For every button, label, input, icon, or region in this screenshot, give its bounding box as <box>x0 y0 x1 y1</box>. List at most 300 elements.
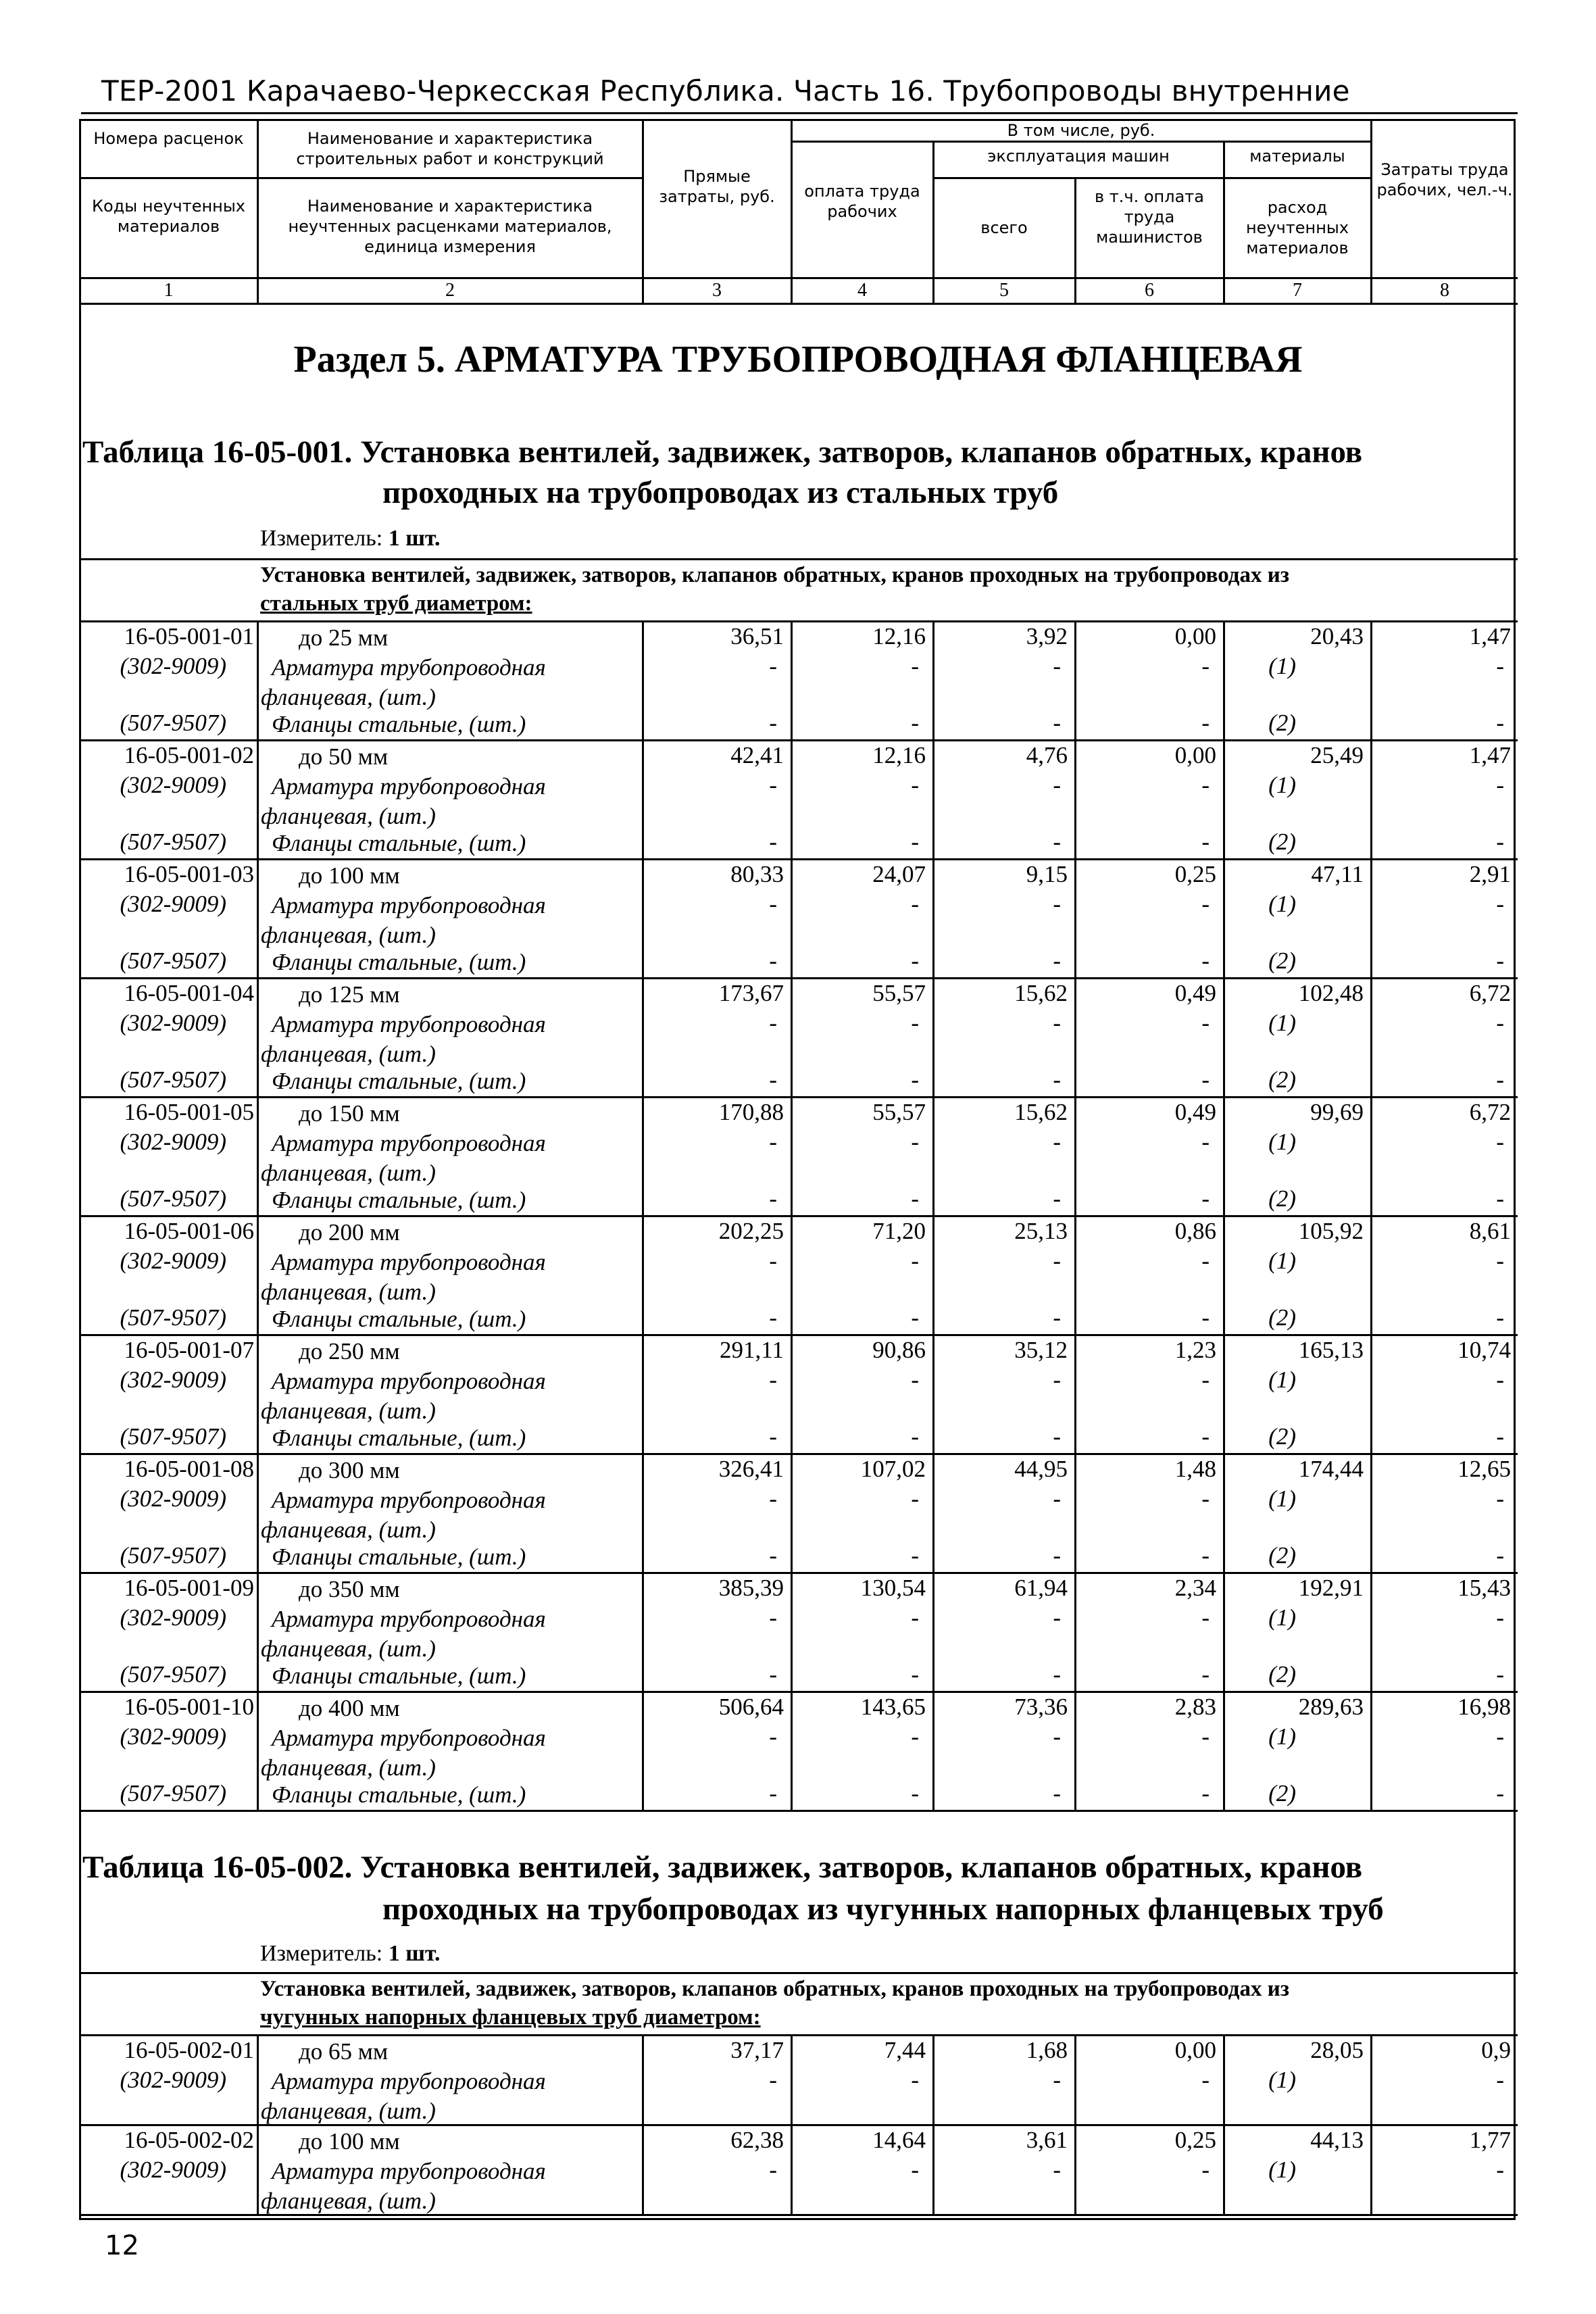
rate-value: 165,13 <box>1298 1337 1364 1363</box>
material-code: (302-9009) <box>120 1485 226 1512</box>
rate-value: 4,76 <box>1026 742 1068 768</box>
rate-value: 6,72 <box>1469 980 1511 1006</box>
column-number: 6 <box>1145 280 1154 301</box>
empty-value-dash: - <box>1201 710 1210 736</box>
empty-value-dash: - <box>1201 1604 1210 1631</box>
empty-value-dash: - <box>911 1661 919 1688</box>
empty-value-dash: - <box>1053 1780 1061 1806</box>
empty-value-dash: - <box>1201 653 1210 679</box>
material-name: фланцевая, (шт.) <box>261 1041 436 1067</box>
table2-top-rule <box>79 1972 1518 1974</box>
measure-label: Измеритель: <box>260 1941 383 1966</box>
empty-value-dash: - <box>769 1485 777 1512</box>
empty-value-dash: - <box>911 1066 919 1093</box>
rate-value: 9,15 <box>1026 861 1068 887</box>
material-name: фланцевая, (шт.) <box>261 2188 436 2214</box>
rate-value: 3,61 <box>1026 2127 1068 2153</box>
material-name: Фланцы стальные, (шт.) <box>272 1068 526 1094</box>
rate-value: 0,25 <box>1174 2127 1216 2153</box>
measure-value: 1 шт. <box>388 1941 441 1966</box>
material-quantity: (1) <box>1268 653 1296 679</box>
material-name: Фланцы стальные, (шт.) <box>272 1425 526 1451</box>
rate-value: 62,38 <box>730 2127 784 2153</box>
rate-name: до 400 мм <box>299 1695 400 1721</box>
material-quantity: (1) <box>1268 2067 1296 2093</box>
empty-value-dash: - <box>911 772 919 798</box>
rate-value: 1,23 <box>1174 1337 1216 1363</box>
empty-value-dash: - <box>769 772 777 798</box>
rate-value: 1,68 <box>1026 2037 1068 2063</box>
rate-code: 16-05-001-10 <box>124 1694 254 1720</box>
material-code: (507-9507) <box>120 710 226 736</box>
rate-value: 47,11 <box>1311 861 1364 887</box>
empty-value-dash: - <box>911 829 919 855</box>
material-code: (302-9009) <box>120 2067 226 2093</box>
empty-value-dash: - <box>769 947 777 974</box>
empty-value-dash: - <box>1496 1723 1504 1750</box>
material-code: (507-9507) <box>120 947 226 974</box>
material-name: Арматура трубопроводная <box>272 1130 546 1156</box>
material-quantity: (2) <box>1268 1661 1296 1688</box>
rate-code: 16-05-002-02 <box>124 2127 254 2153</box>
material-name: Фланцы стальные, (шт.) <box>272 949 526 975</box>
material-code: (302-9009) <box>120 1248 226 1274</box>
material-name: фланцевая, (шт.) <box>261 1160 436 1186</box>
column-number: 2 <box>445 280 455 301</box>
empty-value-dash: - <box>1053 891 1061 917</box>
empty-value-dash: - <box>1496 710 1504 736</box>
empty-value-dash: - <box>769 1604 777 1631</box>
material-name: Арматура трубопроводная <box>272 1725 546 1751</box>
material-code: (302-9009) <box>120 891 226 917</box>
header-divider <box>791 141 1370 143</box>
rate-value: 12,65 <box>1457 1456 1511 1482</box>
empty-value-dash: - <box>1053 829 1061 855</box>
rate-value: 71,20 <box>872 1218 926 1244</box>
material-code: (507-9507) <box>120 1066 226 1093</box>
material-name: фланцевая, (шт.) <box>261 1635 436 1662</box>
empty-value-dash: - <box>1496 1066 1504 1093</box>
rate-value: 1,47 <box>1469 742 1511 768</box>
column-divider <box>1370 119 1372 303</box>
material-code: (507-9507) <box>120 1423 226 1450</box>
material-quantity: (1) <box>1268 1485 1296 1512</box>
empty-value-dash: - <box>1496 653 1504 679</box>
rate-value: 130,54 <box>860 1575 926 1601</box>
header-divider <box>79 277 1518 279</box>
rate-value: 173,67 <box>718 980 784 1006</box>
empty-value-dash: - <box>1201 829 1210 855</box>
rate-value: 0,00 <box>1174 742 1216 768</box>
rate-code: 16-05-001-01 <box>124 623 254 649</box>
rate-value: 170,88 <box>718 1099 784 1125</box>
rate-value: 506,64 <box>718 1694 784 1720</box>
rate-name: до 25 мм <box>299 624 389 651</box>
empty-value-dash: - <box>1053 947 1061 974</box>
empty-value-dash: - <box>769 829 777 855</box>
empty-value-dash: - <box>1496 1129 1504 1155</box>
material-name: фланцевая, (шт.) <box>261 803 436 829</box>
empty-value-dash: - <box>1201 1661 1210 1688</box>
rate-value: 10,74 <box>1457 1337 1511 1363</box>
rate-value: 42,41 <box>730 742 784 768</box>
rate-value: 0,00 <box>1174 2037 1216 2063</box>
rate-value: 25,49 <box>1310 742 1364 768</box>
rate-value: 105,92 <box>1298 1218 1364 1244</box>
empty-value-dash: - <box>1496 947 1504 974</box>
column-number: 5 <box>999 280 1009 301</box>
rate-value: 73,36 <box>1014 1694 1068 1720</box>
page-number: 12 <box>105 2230 139 2261</box>
material-quantity: (1) <box>1268 1010 1296 1036</box>
rate-value: 0,9 <box>1481 2037 1511 2063</box>
rate-value: 12,16 <box>872 742 926 768</box>
rate-value: 107,02 <box>860 1456 926 1482</box>
material-code: (507-9507) <box>120 1304 226 1331</box>
empty-value-dash: - <box>1053 1542 1061 1569</box>
rate-value: 0,49 <box>1174 1099 1216 1125</box>
material-quantity: (2) <box>1268 1304 1296 1331</box>
col5-heading: всего <box>980 218 1028 237</box>
empty-value-dash: - <box>1496 1780 1504 1806</box>
rate-name: до 100 мм <box>299 2128 400 2155</box>
empty-value-dash: - <box>769 653 777 679</box>
empty-value-dash: - <box>1201 772 1210 798</box>
empty-value-dash: - <box>1201 1248 1210 1274</box>
rate-value: 90,86 <box>872 1337 926 1363</box>
empty-value-dash: - <box>1201 1066 1210 1093</box>
rate-code: 16-05-001-04 <box>124 980 254 1006</box>
empty-value-dash: - <box>1201 1780 1210 1806</box>
material-name: Арматура трубопроводная <box>272 773 546 799</box>
empty-value-dash: - <box>769 1304 777 1331</box>
column-divider <box>791 119 793 303</box>
column-divider <box>642 119 644 303</box>
rate-value: 35,12 <box>1014 1337 1068 1363</box>
empty-value-dash: - <box>1496 1185 1504 1212</box>
material-name: Фланцы стальные, (шт.) <box>272 1781 526 1808</box>
rate-value: 326,41 <box>718 1456 784 1482</box>
empty-value-dash: - <box>1496 1304 1504 1331</box>
empty-value-dash: - <box>1496 829 1504 855</box>
material-name: фланцевая, (шт.) <box>261 2098 436 2124</box>
empty-value-dash: - <box>769 1129 777 1155</box>
empty-value-dash: - <box>911 1304 919 1331</box>
row-divider <box>79 858 1518 860</box>
empty-value-dash: - <box>769 1780 777 1806</box>
empty-value-dash: - <box>1201 1185 1210 1212</box>
empty-value-dash: - <box>1496 2157 1504 2183</box>
table2-measure <box>260 1941 441 1967</box>
empty-value-dash: - <box>769 1066 777 1093</box>
rate-value: 61,94 <box>1014 1575 1068 1601</box>
measure-value: 1 шт. <box>388 526 441 551</box>
empty-value-dash: - <box>1053 710 1061 736</box>
including-group-heading: В том числе, руб. <box>1007 121 1155 140</box>
material-name: Фланцы стальные, (шт.) <box>272 830 526 856</box>
empty-value-dash: - <box>1201 2067 1210 2093</box>
rate-value: 143,65 <box>860 1694 926 1720</box>
material-name: Арматура трубопроводная <box>272 892 546 918</box>
empty-value-dash: - <box>1496 1423 1504 1450</box>
empty-value-dash: - <box>911 710 919 736</box>
rate-value: 174,44 <box>1298 1456 1364 1482</box>
rate-value: 2,91 <box>1469 861 1511 887</box>
col8-heading: Затраты труда рабочих, чел.-ч. <box>1376 160 1513 199</box>
rate-value: 8,61 <box>1469 1218 1511 1244</box>
material-name: Фланцы стальные, (шт.) <box>272 1306 526 1332</box>
rate-value: 6,72 <box>1469 1099 1511 1125</box>
empty-value-dash: - <box>1053 1304 1061 1331</box>
empty-value-dash: - <box>1201 1485 1210 1512</box>
empty-value-dash: - <box>911 1780 919 1806</box>
empty-value-dash: - <box>1201 1723 1210 1750</box>
rate-value: 0,49 <box>1174 980 1216 1006</box>
row-divider <box>79 1334 1518 1336</box>
empty-value-dash: - <box>1201 891 1210 917</box>
empty-value-dash: - <box>1053 1010 1061 1036</box>
rate-name: до 150 мм <box>299 1100 400 1127</box>
material-quantity: (2) <box>1268 710 1296 736</box>
rate-value: 3,92 <box>1026 623 1068 649</box>
rate-code: 16-05-001-08 <box>124 1456 254 1482</box>
empty-value-dash: - <box>1053 772 1061 798</box>
empty-value-dash: - <box>769 891 777 917</box>
header-divider <box>79 303 1518 305</box>
column-number: 1 <box>164 280 174 301</box>
material-name: Арматура трубопроводная <box>272 1011 546 1037</box>
col6-heading: в т.ч. оплата труда машинистов <box>1095 187 1204 247</box>
table2-title-line1: Таблица 16-05-002. Установка вентилей, задвижек, затворов, клапанов обратных, кранов <box>82 1850 1363 1885</box>
empty-value-dash: - <box>769 1010 777 1036</box>
table1-title-line1: Таблица 16-05-001. Установка вентилей, задвижек, затворов, клапанов обратных, кранов <box>82 435 1363 470</box>
table1-title-line2: проходных на трубопроводах из стальных труб <box>382 475 1059 510</box>
material-name: Арматура трубопроводная <box>272 2068 546 2094</box>
empty-value-dash: - <box>1053 1723 1061 1750</box>
material-quantity: (1) <box>1268 1604 1296 1631</box>
material-quantity: (2) <box>1268 1185 1296 1212</box>
rate-value: 202,25 <box>718 1218 784 1244</box>
rate-value: 24,07 <box>872 861 926 887</box>
material-code: (302-9009) <box>120 1010 226 1036</box>
row-divider <box>79 620 1518 622</box>
col1-bottom-heading: Коды неучтенных материалов <box>91 197 245 236</box>
empty-value-dash: - <box>1053 1248 1061 1274</box>
rate-value: 0,00 <box>1174 623 1216 649</box>
rate-value: 37,17 <box>730 2037 784 2063</box>
material-code: (302-9009) <box>120 2157 226 2183</box>
group-line: Установка вентилей, задвижек, затворов, клапанов обратных, кранов проходных на трубопроводах из <box>260 1977 1289 2001</box>
rate-name: до 50 мм <box>299 743 389 770</box>
rate-name: до 65 мм <box>299 2038 389 2065</box>
table-bottom-rule <box>79 1810 1518 1812</box>
rate-value: 99,69 <box>1310 1099 1364 1125</box>
material-name: фланцевая, (шт.) <box>261 922 436 948</box>
material-name: Арматура трубопроводная <box>272 1487 546 1513</box>
empty-value-dash: - <box>1053 2157 1061 2183</box>
material-code: (302-9009) <box>120 653 226 679</box>
empty-value-dash: - <box>1201 1542 1210 1569</box>
empty-value-dash: - <box>1053 1604 1061 1631</box>
empty-value-dash: - <box>911 2067 919 2093</box>
rate-code: 16-05-002-01 <box>124 2037 254 2063</box>
material-code: (507-9507) <box>120 829 226 855</box>
material-name: фланцевая, (шт.) <box>261 684 436 710</box>
empty-value-dash: - <box>1201 1129 1210 1155</box>
empty-value-dash: - <box>911 1604 919 1631</box>
material-quantity: (1) <box>1268 1723 1296 1750</box>
empty-value-dash: - <box>1053 1661 1061 1688</box>
column-number: 4 <box>857 280 867 301</box>
machines-group-heading: эксплуатация машин <box>987 147 1170 166</box>
rate-value: 44,13 <box>1310 2127 1364 2153</box>
rate-value: 44,95 <box>1014 1456 1068 1482</box>
table1-top-rule <box>79 558 1518 560</box>
empty-value-dash: - <box>1496 1485 1504 1512</box>
rate-code: 16-05-001-07 <box>124 1337 254 1363</box>
empty-value-dash: - <box>911 1542 919 1569</box>
empty-value-dash: - <box>911 1723 919 1750</box>
table1-group-heading <box>260 561 1510 618</box>
rate-value: 1,77 <box>1469 2127 1511 2153</box>
rate-code: 16-05-001-06 <box>124 1218 254 1244</box>
rate-value: 15,62 <box>1014 980 1068 1006</box>
row-divider <box>79 1691 1518 1693</box>
materials-group-heading: материалы <box>1249 147 1345 166</box>
empty-value-dash: - <box>769 1661 777 1688</box>
rate-value: 80,33 <box>730 861 784 887</box>
rate-value: 102,48 <box>1298 980 1364 1006</box>
material-quantity: (1) <box>1268 1129 1296 1155</box>
rate-value: 12,16 <box>872 623 926 649</box>
measure-label: Измеритель: <box>260 526 383 551</box>
row-divider <box>79 1572 1518 1574</box>
material-quantity: (1) <box>1268 1248 1296 1274</box>
table2-title-line2: проходных на трубопроводах из чугунных напорных фланцевых труб <box>382 1892 1384 1927</box>
empty-value-dash: - <box>1053 1367 1061 1393</box>
rate-value: 2,83 <box>1174 1694 1216 1720</box>
rate-name: до 300 мм <box>299 1457 400 1483</box>
material-code: (507-9507) <box>120 1780 226 1806</box>
rate-code: 16-05-001-05 <box>124 1099 254 1125</box>
empty-value-dash: - <box>911 947 919 974</box>
material-code: (507-9507) <box>120 1542 226 1569</box>
empty-value-dash: - <box>911 2157 919 2183</box>
empty-value-dash: - <box>769 1185 777 1212</box>
group-line: чугунных напорных фланцевых труб диаметром: <box>260 2005 761 2029</box>
rate-value: 1,47 <box>1469 623 1511 649</box>
empty-value-dash: - <box>1201 1423 1210 1450</box>
empty-value-dash: - <box>911 1010 919 1036</box>
col7-heading: расход неучтенных материалов <box>1245 198 1349 257</box>
empty-value-dash: - <box>1053 1129 1061 1155</box>
empty-value-dash: - <box>911 1423 919 1450</box>
empty-value-dash: - <box>911 1129 919 1155</box>
empty-value-dash: - <box>911 891 919 917</box>
empty-value-dash: - <box>1053 1185 1061 1212</box>
rate-name: до 125 мм <box>299 981 400 1008</box>
rate-value: 36,51 <box>730 623 784 649</box>
material-name: Арматура трубопроводная <box>272 1249 546 1275</box>
material-code: (302-9009) <box>120 772 226 798</box>
col2-top-heading: Наименование и характеристика строительных работ и конструкций <box>296 129 604 168</box>
empty-value-dash: - <box>769 1367 777 1393</box>
rate-name: до 100 мм <box>299 862 400 889</box>
row-divider <box>79 739 1518 741</box>
empty-value-dash: - <box>1496 1604 1504 1631</box>
section-title: Раздел 5. АРМАТУРА ТРУБОПРОВОДНАЯ ФЛАНЦЕВАЯ <box>293 339 1303 380</box>
row-divider <box>79 977 1518 979</box>
rate-name: до 200 мм <box>299 1219 400 1246</box>
material-name: фланцевая, (шт.) <box>261 1398 436 1424</box>
empty-value-dash: - <box>1496 891 1504 917</box>
material-name: Арматура трубопроводная <box>272 2158 546 2184</box>
empty-value-dash: - <box>769 2067 777 2093</box>
row-divider <box>79 1453 1518 1455</box>
group-line: стальных труб диаметром: <box>260 591 532 616</box>
material-quantity: (2) <box>1268 1066 1296 1093</box>
empty-value-dash: - <box>1496 1542 1504 1569</box>
material-name: фланцевая, (шт.) <box>261 1279 436 1305</box>
rate-value: 192,91 <box>1298 1575 1364 1601</box>
column-number: 3 <box>712 280 722 301</box>
group-line: Установка вентилей, задвижек, затворов, клапанов обратных, кранов проходных на трубопроводах из <box>260 563 1289 587</box>
column-divider <box>257 119 259 303</box>
row-divider <box>79 2124 1518 2126</box>
header-rule <box>81 112 1518 114</box>
material-code: (507-9507) <box>120 1185 226 1212</box>
rate-value: 0,25 <box>1174 861 1216 887</box>
material-name: Арматура трубопроводная <box>272 1368 546 1394</box>
empty-value-dash: - <box>1496 1661 1504 1688</box>
header-divider <box>79 177 642 179</box>
document-header: ТЕР-2001 Карачаево-Черкесская Республика. Часть 16. Трубопроводы внутренние <box>101 74 1350 107</box>
empty-value-dash: - <box>1053 1066 1061 1093</box>
row-divider <box>79 1096 1518 1098</box>
rate-value: 15,62 <box>1014 1099 1068 1125</box>
empty-value-dash: - <box>1496 772 1504 798</box>
table2-group-heading <box>260 1975 1510 2032</box>
rate-value: 25,13 <box>1014 1218 1068 1244</box>
table-bottom-rule <box>79 2214 1518 2216</box>
column-divider <box>932 141 934 303</box>
empty-value-dash: - <box>911 1185 919 1212</box>
table1-measure <box>260 526 441 551</box>
material-name: Арматура трубопроводная <box>272 654 546 681</box>
column-number: 8 <box>1440 280 1449 301</box>
rate-name: до 350 мм <box>299 1576 400 1602</box>
rate-code: 16-05-001-03 <box>124 861 254 887</box>
empty-value-dash: - <box>1496 2067 1504 2093</box>
material-name: фланцевая, (шт.) <box>261 1754 436 1781</box>
empty-value-dash: - <box>1496 1010 1504 1036</box>
material-quantity: (1) <box>1268 2157 1296 2183</box>
rate-code: 16-05-001-09 <box>124 1575 254 1601</box>
material-name: Фланцы стальные, (шт.) <box>272 1663 526 1689</box>
rate-value: 0,86 <box>1174 1218 1216 1244</box>
col2-bottom-heading: Наименование и характеристика неучтенных расценками материалов, единица измерения <box>288 197 612 256</box>
material-name: фланцевая, (шт.) <box>261 1517 436 1543</box>
empty-value-dash: - <box>1201 1367 1210 1393</box>
empty-value-dash: - <box>1496 1367 1504 1393</box>
material-name: Арматура трубопроводная <box>272 1606 546 1632</box>
col4-heading: оплата труда рабочих <box>804 182 920 221</box>
rate-value: 2,34 <box>1174 1575 1216 1601</box>
material-quantity: (1) <box>1268 772 1296 798</box>
empty-value-dash: - <box>1053 1423 1061 1450</box>
row-divider <box>79 1215 1518 1217</box>
empty-value-dash: - <box>769 1542 777 1569</box>
